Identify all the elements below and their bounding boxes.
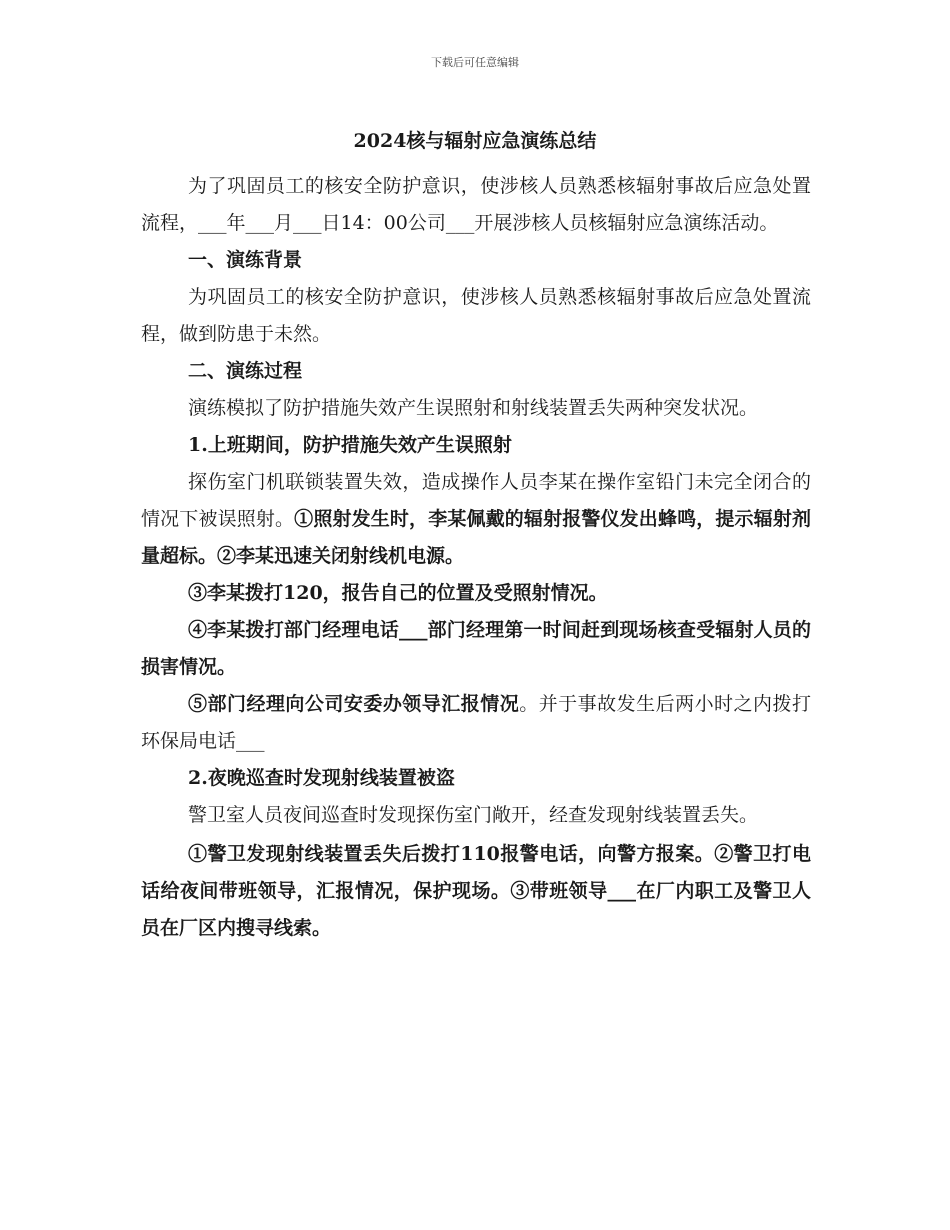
step-5-bold: ⑤部门经理向公司安委办领导汇报情况 [188,693,520,715]
theft-description: 警卫室人员夜间巡查时发现探伤室门敞开，经查发现射线装置丢失。 [188,804,759,826]
section-heading-background: 一、演练背景 [188,249,303,271]
misexposure-description: 探伤室门机联锁装置失效，造成操作人员李某在操作室铅门未完全闭合的情况下被误照射。 [141,471,811,530]
background-paragraph: 为巩固员工的核安全防护意识，使涉核人员熟悉核辐射事故后应急处置流程，做到防患于未然。 [141,286,811,345]
subheading-theft: 2.夜晚巡查时发现射线装置被盗 [188,767,455,789]
document-body [141,168,811,947]
intro-paragraph: 为了巩固员工的核安全防护意识，使涉核人员熟悉核辐射事故后应急处置流程，___年___月___日14：00公司___开展涉核人员核辐射应急演练活动。 [141,175,811,234]
step-3-paragraph: ③李某拨打120，报告自己的位置及受照射情况。 [188,582,608,604]
theft-steps: ①警卫发现射线装置丢失后拨打110报警电话，向警方报案。②警卫打电话给夜间带班领导，汇报情况，保护现场。③带班领导___在厂内职工及警卫人员在厂区内搜寻线索。 [141,843,811,939]
section-heading-process: 二、演练过程 [188,360,303,382]
document-title: 2024核与辐射应急演练总结 [353,130,597,152]
step-5-paragraph [141,686,811,760]
process-paragraph: 演练模拟了防护措施失效产生误照射和射线装置丢失两种突发状况。 [188,397,759,419]
step-4-paragraph: ④李某拨打部门经理电话___部门经理第一时间赶到现场核查受辐射人员的损害情况。 [141,619,811,678]
misexposure-paragraph [141,464,811,575]
header-note: 下载后可任意编辑 [431,56,519,69]
subheading-misexposure: 1.上班期间，防护措施失效产生误照射 [188,434,512,456]
step-5-normal: 。并于事故发生后两小时之内拨打环保局电话___ [141,693,811,752]
misexposure-steps: ①照射发生时，李某佩戴的辐射报警仪发出蜂鸣，提示辐射剂量超标。②李某迅速关闭射线机电源。 [141,508,811,567]
